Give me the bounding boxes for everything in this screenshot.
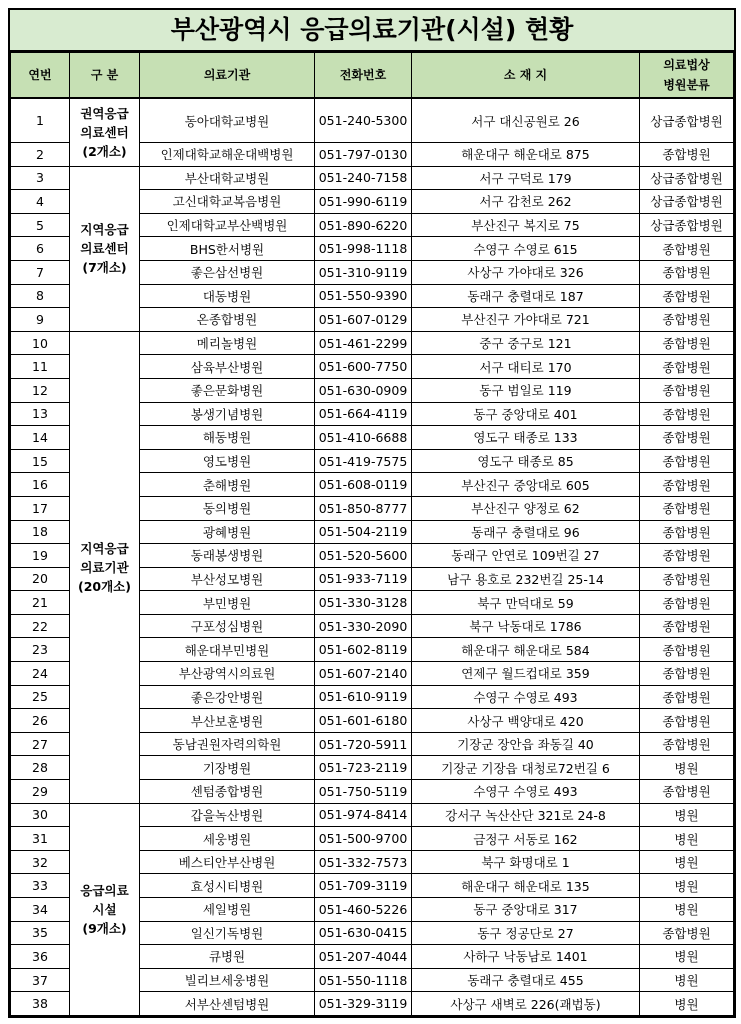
hospital-classification: 병원 (640, 803, 734, 827)
institution-name: 동의병원 (140, 496, 315, 520)
institution-name: 구포성심병원 (140, 614, 315, 638)
hospital-classification: 병원 (640, 992, 734, 1016)
institution-name: 베스티안부산병원 (140, 850, 315, 874)
header-institution: 의료기관 (140, 53, 315, 99)
address: 부산진구 중앙대로 605 (412, 473, 640, 497)
address: 남구 용호로 232번길 25-14 (412, 567, 640, 591)
row-number: 37 (11, 968, 70, 992)
phone-number: 051-419-7575 (315, 449, 412, 473)
phone-number: 051-601-6180 (315, 709, 412, 733)
institution-name: 빌리브세웅병원 (140, 968, 315, 992)
category-label-line: 의료기관 (80, 559, 129, 575)
institution-name: 해운대부민병원 (140, 638, 315, 662)
table-row (11, 166, 734, 190)
address: 사상구 가야대로 326 (412, 260, 640, 284)
phone-number: 051-330-3128 (315, 591, 412, 615)
row-number: 31 (11, 827, 70, 851)
row-number: 4 (11, 190, 70, 214)
phone-number: 051-998-1118 (315, 237, 412, 261)
row-number: 33 (11, 874, 70, 898)
hospital-classification: 상급종합병원 (640, 190, 734, 214)
row-number: 36 (11, 945, 70, 969)
institution-name: 영도병원 (140, 449, 315, 473)
institution-name: 인제대학교부산백병원 (140, 213, 315, 237)
institution-name: 봉생기념병원 (140, 402, 315, 426)
phone-number: 051-240-5300 (315, 98, 412, 143)
institution-name: 세웅병원 (140, 827, 315, 851)
address: 부산진구 복지로 75 (412, 213, 640, 237)
phone-number: 051-664-4119 (315, 402, 412, 426)
address: 금정구 서동로 162 (412, 827, 640, 851)
row-number: 34 (11, 898, 70, 922)
address: 수영구 수영로 493 (412, 780, 640, 804)
row-number: 28 (11, 756, 70, 780)
address: 연제구 월드컵대로 359 (412, 662, 640, 686)
institution-name: 부산대학교병원 (140, 166, 315, 190)
address: 중구 중구로 121 (412, 331, 640, 355)
table-row (11, 331, 734, 355)
row-number: 27 (11, 732, 70, 756)
address: 북구 화명대로 1 (412, 850, 640, 874)
hospital-classification: 종합병원 (640, 473, 734, 497)
address: 북구 만덕대로 59 (412, 591, 640, 615)
hospital-classification: 종합병원 (640, 780, 734, 804)
phone-number: 051-750-5119 (315, 780, 412, 804)
address: 영도구 태종로 85 (412, 449, 640, 473)
facility-table-container (8, 8, 736, 1018)
phone-number: 051-990-6119 (315, 190, 412, 214)
facility-table (10, 52, 734, 1016)
institution-name: 좋은삼선병원 (140, 260, 315, 284)
hospital-classification: 종합병원 (640, 331, 734, 355)
institution-name: 동남권원자력의학원 (140, 732, 315, 756)
hospital-classification: 종합병원 (640, 591, 734, 615)
category-label-line: 권역응급 (80, 105, 129, 121)
hospital-classification: 종합병원 (640, 544, 734, 568)
phone-number: 051-797-0130 (315, 143, 412, 167)
institution-name: 온종합병원 (140, 308, 315, 332)
address: 동래구 충렬대로 96 (412, 520, 640, 544)
phone-number: 051-608-0119 (315, 473, 412, 497)
row-number: 6 (11, 237, 70, 261)
phone-number: 051-332-7573 (315, 850, 412, 874)
phone-number: 051-933-7119 (315, 567, 412, 591)
header-number: 연번 (11, 53, 70, 99)
institution-name: BHS한서병원 (140, 237, 315, 261)
institution-name: 효성시티병원 (140, 874, 315, 898)
row-number: 25 (11, 685, 70, 709)
row-number: 26 (11, 709, 70, 733)
hospital-classification: 종합병원 (640, 237, 734, 261)
phone-number: 051-610-9119 (315, 685, 412, 709)
address: 동구 정공단로 27 (412, 921, 640, 945)
address: 동구 범일로 119 (412, 378, 640, 402)
phone-number: 051-974-8414 (315, 803, 412, 827)
phone-number: 051-630-0909 (315, 378, 412, 402)
address: 수영구 수영로 493 (412, 685, 640, 709)
header-classification: 의료법상 병원분류 (640, 53, 734, 99)
hospital-classification: 병원 (640, 756, 734, 780)
hospital-classification: 종합병원 (640, 449, 734, 473)
hospital-classification: 종합병원 (640, 921, 734, 945)
header-phone: 전화번호 (315, 53, 412, 99)
hospital-classification: 종합병원 (640, 662, 734, 686)
row-number: 15 (11, 449, 70, 473)
category-label-line: 의료센터 (80, 124, 129, 140)
category-label-line: (2개소) (82, 143, 127, 159)
row-number: 1 (11, 98, 70, 143)
row-number: 10 (11, 331, 70, 355)
address: 기장군 기장읍 대청로72번길 6 (412, 756, 640, 780)
hospital-classification: 종합병원 (640, 143, 734, 167)
address: 사상구 새벽로 226(괘법동) (412, 992, 640, 1016)
address: 해운대구 해운대로 875 (412, 143, 640, 167)
phone-number: 051-240-7158 (315, 166, 412, 190)
address: 동래구 충렬대로 187 (412, 284, 640, 308)
row-number: 8 (11, 284, 70, 308)
phone-number: 051-602-8119 (315, 638, 412, 662)
hospital-classification: 종합병원 (640, 709, 734, 733)
category-cell (70, 166, 140, 331)
address: 해운대구 해운대로 135 (412, 874, 640, 898)
hospital-classification: 종합병원 (640, 260, 734, 284)
category-cell (70, 331, 140, 803)
phone-number: 051-410-6688 (315, 426, 412, 450)
phone-number: 051-329-3119 (315, 992, 412, 1016)
row-number: 24 (11, 662, 70, 686)
row-number: 19 (11, 544, 70, 568)
row-number: 20 (11, 567, 70, 591)
category-label-line: 응급의료 (80, 882, 129, 898)
row-number: 5 (11, 213, 70, 237)
phone-number: 051-520-5600 (315, 544, 412, 568)
address: 강서구 녹산산단 321로 24-8 (412, 803, 640, 827)
phone-number: 051-630-0415 (315, 921, 412, 945)
category-label-line: (20개소) (78, 578, 131, 594)
hospital-classification: 병원 (640, 945, 734, 969)
hospital-classification: 종합병원 (640, 284, 734, 308)
row-number: 14 (11, 426, 70, 450)
hospital-classification: 종합병원 (640, 614, 734, 638)
address: 수영구 수영로 615 (412, 237, 640, 261)
hospital-classification: 종합병원 (640, 638, 734, 662)
institution-name: 갑을녹산병원 (140, 803, 315, 827)
table-body (11, 98, 734, 1015)
category-cell (70, 803, 140, 1015)
hospital-classification: 병원 (640, 898, 734, 922)
hospital-classification: 병원 (640, 968, 734, 992)
address: 서구 감천로 262 (412, 190, 640, 214)
row-number: 32 (11, 850, 70, 874)
hospital-classification: 종합병원 (640, 732, 734, 756)
row-number: 38 (11, 992, 70, 1016)
phone-number: 051-709-3119 (315, 874, 412, 898)
phone-number: 051-550-1118 (315, 968, 412, 992)
phone-number: 051-850-8777 (315, 496, 412, 520)
page-title: 부산광역시 응급의료기관(시설) 현황 (10, 10, 734, 52)
category-label-line: 지역응급 (80, 540, 129, 556)
row-number: 21 (11, 591, 70, 615)
row-number: 30 (11, 803, 70, 827)
institution-name: 고신대학교복음병원 (140, 190, 315, 214)
row-number: 7 (11, 260, 70, 284)
row-number: 22 (11, 614, 70, 638)
address: 사하구 낙동남로 1401 (412, 945, 640, 969)
address: 북구 낙동대로 1786 (412, 614, 640, 638)
address: 서구 구덕로 179 (412, 166, 640, 190)
hospital-classification: 상급종합병원 (640, 166, 734, 190)
category-label-line: 의료센터 (80, 241, 129, 257)
row-number: 29 (11, 780, 70, 804)
hospital-classification: 상급종합병원 (640, 213, 734, 237)
phone-number: 051-890-6220 (315, 213, 412, 237)
category-label-line: 시설 (92, 901, 117, 917)
phone-number: 051-330-2090 (315, 614, 412, 638)
table-row (11, 98, 734, 143)
hospital-classification: 상급종합병원 (640, 98, 734, 143)
hospital-classification: 병원 (640, 874, 734, 898)
address: 동래구 충렬대로 455 (412, 968, 640, 992)
institution-name: 동아대학교병원 (140, 98, 315, 143)
address: 동구 중앙대로 317 (412, 898, 640, 922)
hospital-classification: 종합병원 (640, 426, 734, 450)
institution-name: 해동병원 (140, 426, 315, 450)
institution-name: 일신기독병원 (140, 921, 315, 945)
category-cell (70, 98, 140, 166)
hospital-classification: 종합병원 (640, 308, 734, 332)
hospital-classification: 종합병원 (640, 520, 734, 544)
hospital-classification: 종합병원 (640, 402, 734, 426)
row-number: 23 (11, 638, 70, 662)
address: 동구 중앙대로 401 (412, 402, 640, 426)
row-number: 35 (11, 921, 70, 945)
category-label-line: (9개소) (82, 920, 127, 936)
phone-number: 051-607-2140 (315, 662, 412, 686)
phone-number: 051-607-0129 (315, 308, 412, 332)
institution-name: 좋은강안병원 (140, 685, 315, 709)
header-category: 구 분 (70, 53, 140, 99)
phone-number: 051-460-5226 (315, 898, 412, 922)
row-number: 16 (11, 473, 70, 497)
hospital-classification: 종합병원 (640, 496, 734, 520)
institution-name: 광혜병원 (140, 520, 315, 544)
address: 서구 대티로 170 (412, 355, 640, 379)
institution-name: 큐병원 (140, 945, 315, 969)
address: 사상구 백양대로 420 (412, 709, 640, 733)
institution-name: 센텀종합병원 (140, 780, 315, 804)
phone-number: 051-504-2119 (315, 520, 412, 544)
address: 동래구 안연로 109번길 27 (412, 544, 640, 568)
address: 부산진구 가야대로 721 (412, 308, 640, 332)
row-number: 17 (11, 496, 70, 520)
header-row (11, 53, 734, 99)
address: 부산진구 양정로 62 (412, 496, 640, 520)
institution-name: 인제대학교해운대백병원 (140, 143, 315, 167)
institution-name: 춘해병원 (140, 473, 315, 497)
institution-name: 메리놀병원 (140, 331, 315, 355)
hospital-classification: 종합병원 (640, 685, 734, 709)
phone-number: 051-600-7750 (315, 355, 412, 379)
hospital-classification: 병원 (640, 827, 734, 851)
header-address: 소 재 지 (412, 53, 640, 99)
row-number: 18 (11, 520, 70, 544)
category-label-line: 지역응급 (80, 222, 129, 238)
institution-name: 좋은문화병원 (140, 378, 315, 402)
phone-number: 051-550-9390 (315, 284, 412, 308)
row-number: 11 (11, 355, 70, 379)
row-number: 9 (11, 308, 70, 332)
address: 해운대구 해운대로 584 (412, 638, 640, 662)
phone-number: 051-723-2119 (315, 756, 412, 780)
address: 기장군 장안읍 좌동길 40 (412, 732, 640, 756)
institution-name: 부산성모병원 (140, 567, 315, 591)
table-row (11, 803, 734, 827)
institution-name: 부산보훈병원 (140, 709, 315, 733)
institution-name: 부산광역시의료원 (140, 662, 315, 686)
hospital-classification: 종합병원 (640, 567, 734, 591)
institution-name: 기장병원 (140, 756, 315, 780)
phone-number: 051-207-4044 (315, 945, 412, 969)
institution-name: 동래봉생병원 (140, 544, 315, 568)
phone-number: 051-310-9119 (315, 260, 412, 284)
phone-number: 051-720-5911 (315, 732, 412, 756)
hospital-classification: 종합병원 (640, 378, 734, 402)
row-number: 3 (11, 166, 70, 190)
address: 영도구 태종로 133 (412, 426, 640, 450)
category-label-line: (7개소) (82, 260, 127, 276)
institution-name: 대동병원 (140, 284, 315, 308)
phone-number: 051-500-9700 (315, 827, 412, 851)
address: 서구 대신공원로 26 (412, 98, 640, 143)
row-number: 13 (11, 402, 70, 426)
hospital-classification: 병원 (640, 850, 734, 874)
hospital-classification: 종합병원 (640, 355, 734, 379)
institution-name: 세일병원 (140, 898, 315, 922)
institution-name: 삼육부산병원 (140, 355, 315, 379)
phone-number: 051-461-2299 (315, 331, 412, 355)
row-number: 2 (11, 143, 70, 167)
institution-name: 부민병원 (140, 591, 315, 615)
row-number: 12 (11, 378, 70, 402)
institution-name: 서부산센텀병원 (140, 992, 315, 1016)
